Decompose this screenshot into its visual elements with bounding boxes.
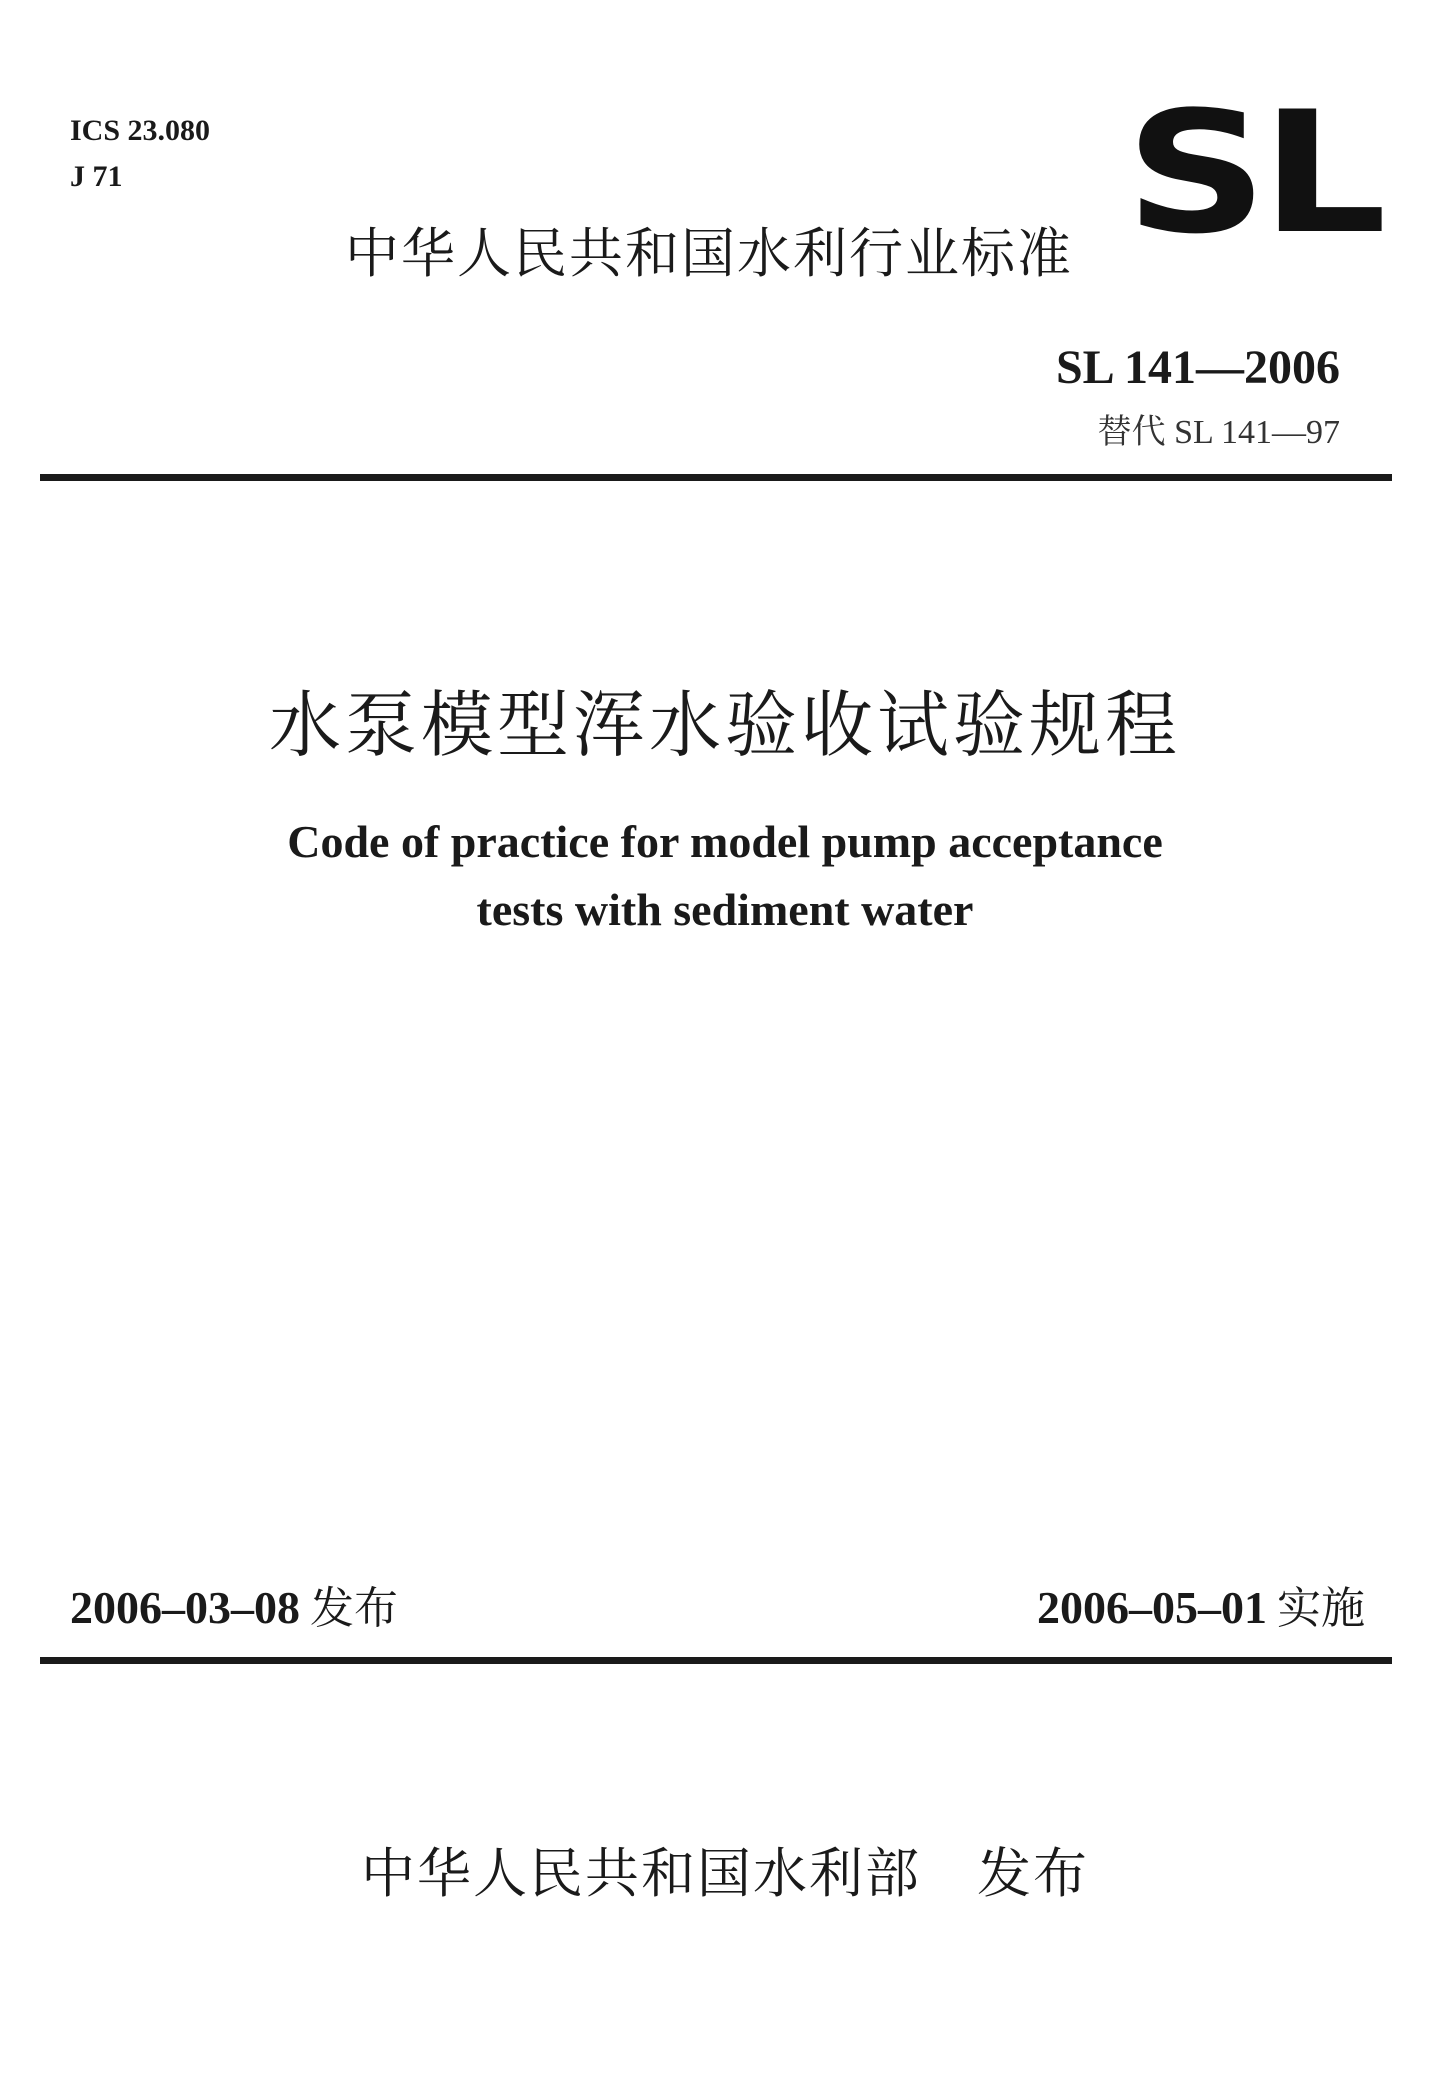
title-english-line-1: Code of practice for model pump acceptance (287, 816, 1163, 867)
title-english (0, 808, 1450, 944)
standard-category: 中华人民共和国水利行业标准 (345, 222, 1073, 285)
sl-logo (1125, 75, 1380, 271)
publisher-label: 发布 (977, 1842, 1089, 1905)
classification-code: J 71 (70, 160, 123, 193)
publisher-block (0, 1842, 1450, 1906)
implementation-date: 2006–05–01 (1037, 1582, 1267, 1633)
implementation-date-block (1037, 1580, 1365, 1637)
top-divider (40, 474, 1392, 481)
implementation-label: 实施 (1277, 1583, 1365, 1634)
issue-label: 发布 (310, 1583, 398, 1634)
ics-code: ICS 23.080 (70, 114, 211, 147)
sl-logo-text: SL (1125, 75, 1380, 271)
publisher-name: 中华人民共和国水利部 (361, 1842, 921, 1905)
standard-number: SL 141—2006 (1055, 341, 1340, 394)
issue-date: 2006–03–08 (70, 1582, 300, 1633)
replaces-standard: 替代 SL 141—97 (1097, 414, 1340, 451)
bottom-divider (40, 1657, 1392, 1664)
issue-date-block (70, 1580, 398, 1637)
title-chinese: 水泵模型浑水验收试验规程 (268, 683, 1181, 767)
title-english-line-2: tests with sediment water (476, 884, 974, 935)
